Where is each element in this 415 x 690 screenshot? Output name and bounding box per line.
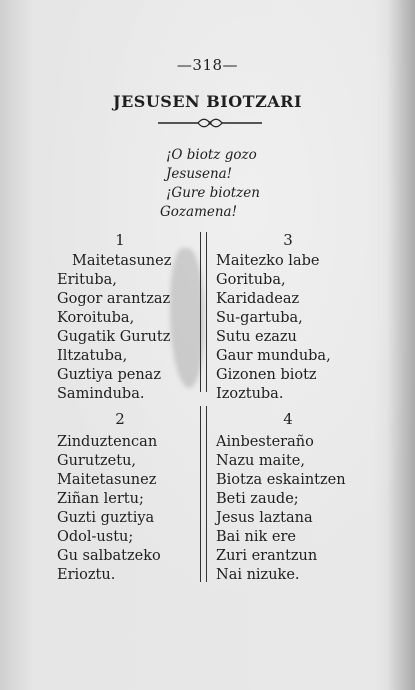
intro-line: ¡O biotz gozo — [166, 147, 257, 163]
verse-line: Erioztu. — [57, 567, 116, 583]
verse-line: Erituba, — [57, 272, 117, 288]
stanza-1 — [57, 252, 172, 404]
intro-verse — [160, 146, 260, 222]
verse-line: Gizonen biotz — [216, 367, 317, 383]
verse-line: Nazu maite, — [216, 453, 305, 469]
verse-line: Nai nizuke. — [216, 567, 300, 583]
intro-line: Jesusena! — [166, 166, 233, 182]
column-divider — [200, 232, 207, 392]
stanza-4 — [216, 433, 346, 585]
verse-line: Zuri erantzun — [216, 548, 318, 564]
verse-line: Gaur munduba, — [216, 348, 331, 364]
verse-line: Sutu ezazu — [216, 329, 297, 345]
verse-line: Biotza eskaintzen — [216, 472, 346, 488]
page-number: —318— — [176, 56, 239, 74]
verse-line: Saminduba. — [57, 386, 145, 402]
verse-line: Zinduztencan — [57, 434, 158, 450]
page-title: JESUSEN BIOTZARI — [113, 92, 302, 111]
title-ornament — [158, 116, 262, 130]
column-divider — [200, 406, 207, 582]
verse-line: Beti zaude; — [216, 491, 299, 507]
stanza-number: 4 — [283, 410, 293, 428]
stanza-3 — [216, 252, 331, 404]
verse-line: Maitetasunez — [72, 253, 172, 269]
verse-line: Gugatik Gurutz — [57, 329, 171, 345]
stanza-number: 2 — [115, 410, 125, 428]
verse-line: Izoztuba. — [216, 386, 284, 402]
verse-line: Koroituba, — [57, 310, 135, 326]
verse-line: Karidadeaz — [216, 291, 300, 307]
verse-line: Ainbesteraño — [216, 434, 314, 450]
verse-line: Su-gartuba, — [216, 310, 303, 326]
verse-line: Ziñan lertu; — [57, 491, 144, 507]
intro-line: Gozamena! — [160, 204, 238, 220]
verse-line: Guzti guztiya — [57, 510, 155, 526]
stanza-2 — [57, 433, 161, 585]
verse-line: Gorituba, — [216, 272, 286, 288]
verse-line: Bai nik ere — [216, 529, 297, 545]
verse-line: Maitezko labe — [216, 253, 320, 269]
verse-line: Odol-ustu; — [57, 529, 134, 545]
verse-line: Iltzatuba, — [57, 348, 128, 364]
verse-line: Gu salbatzeko — [57, 548, 161, 564]
verse-line: Gogor arantzaz — [57, 291, 171, 307]
verse-line: Guztiya penaz — [57, 367, 161, 383]
stanza-number: 3 — [283, 231, 293, 249]
verse-line: Gurutzetu, — [57, 453, 137, 469]
stanza-number: 1 — [115, 231, 125, 249]
verse-line: Maitetasunez — [57, 472, 157, 488]
intro-line: ¡Gure biotzen — [166, 185, 260, 201]
paper-stain — [170, 248, 204, 388]
verse-line: Jesus laztana — [216, 510, 313, 526]
